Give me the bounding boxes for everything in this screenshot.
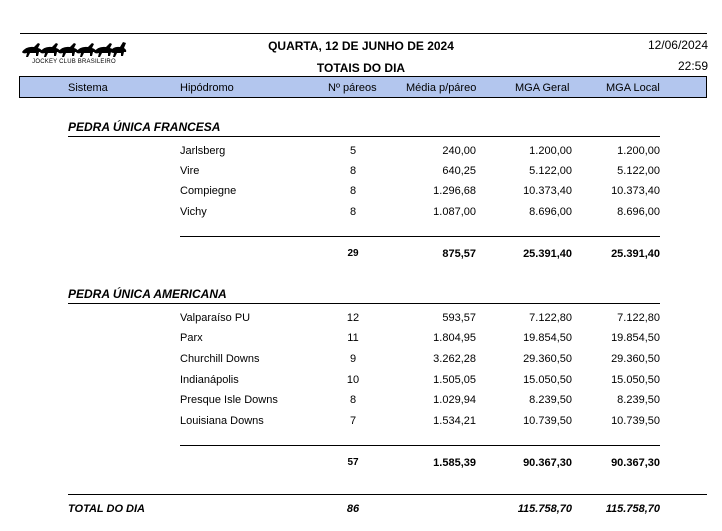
col-media: Média p/páreo [406, 82, 477, 94]
grand-total-local: 115.758,70 [605, 503, 660, 515]
hipodromo-name: Louisiana Downs [180, 415, 264, 427]
mga-geral-value: 8.696,00 [529, 206, 572, 218]
pareos-count: 10 [346, 374, 360, 386]
hipodromo-name: Parx [180, 332, 203, 344]
report-date: 12/06/2024 [647, 38, 708, 52]
media-value: 1.087,00 [433, 206, 476, 218]
subtotal-pareos: 57 [347, 457, 359, 468]
pareos-count: 8 [349, 206, 357, 218]
grand-total-rule [68, 494, 707, 495]
section-title: PEDRA ÚNICA FRANCESA [68, 120, 221, 134]
hipodromo-name: Churchill Downs [180, 353, 260, 365]
pareos-count: 8 [349, 394, 357, 406]
col-mga-local: MGA Local [606, 82, 660, 94]
media-value: 640,25 [442, 165, 476, 177]
mga-local-value: 8.696,00 [617, 206, 660, 218]
media-value: 1.804,95 [433, 332, 476, 344]
mga-geral-value: 8.239,50 [529, 394, 572, 406]
hipodromo-name: Jarlsberg [180, 145, 226, 157]
media-value: 1.534,21 [433, 415, 476, 427]
section-rule [68, 136, 660, 137]
mga-geral-value: 19.854,50 [523, 332, 572, 344]
hipodromo-name: Valparaíso PU [180, 312, 251, 324]
pareos-count: 12 [346, 312, 360, 324]
subtotal-geral: 25.391,40 [523, 248, 572, 260]
mga-local-value: 29.360,50 [611, 353, 660, 365]
column-header-bar [19, 76, 707, 98]
col-mga-geral: MGA Geral [515, 82, 570, 94]
mga-geral-value: 10.739,50 [523, 415, 572, 427]
section-rule [68, 303, 660, 304]
mga-geral-value: 7.122,80 [529, 312, 572, 324]
mga-geral-value: 10.373,40 [523, 185, 572, 197]
pareos-count: 5 [349, 145, 357, 157]
mga-local-value: 5.122,00 [617, 165, 660, 177]
media-value: 593,57 [442, 312, 476, 324]
pareos-count: 8 [349, 165, 357, 177]
col-sistema: Sistema [68, 82, 108, 94]
hipodromo-name: Presque Isle Downs [180, 394, 278, 406]
mga-local-value: 10.373,40 [611, 185, 660, 197]
mga-local-value: 8.239,50 [617, 394, 660, 406]
grand-total-pareos: 86 [346, 503, 360, 515]
report-date-title: QUARTA, 12 DE JUNHO DE 2024 [268, 39, 454, 53]
media-value: 240,00 [442, 145, 476, 157]
header-top-rule [20, 33, 707, 34]
col-pareos: Nº páreos [328, 82, 377, 94]
mga-local-value: 1.200,00 [617, 145, 660, 157]
grand-total-label: TOTAL DO DIA [68, 503, 145, 515]
pareos-count: 9 [349, 353, 357, 365]
subtotal-media: 1.585,39 [433, 457, 476, 469]
hipodromo-name: Indianápolis [180, 374, 239, 386]
pareos-count: 7 [349, 415, 357, 427]
grand-total-geral: 115.758,70 [517, 503, 572, 515]
subtotal-local: 90.367,30 [611, 457, 660, 469]
hipodromo-name: Compiegne [180, 185, 237, 197]
subtotal-local: 25.391,40 [611, 248, 660, 260]
subtotal-pareos: 29 [347, 248, 359, 259]
logo-text: JOCKEY CLUB BRASILEIRO [32, 59, 116, 65]
media-value: 1.296,68 [433, 185, 476, 197]
subtotal-rule [180, 445, 660, 446]
mga-geral-value: 5.122,00 [529, 165, 572, 177]
mga-local-value: 19.854,50 [611, 332, 660, 344]
mga-local-value: 15.050,50 [611, 374, 660, 386]
horses-icon [20, 38, 128, 60]
mga-local-value: 10.739,50 [611, 415, 660, 427]
report-subtitle: TOTAIS DO DIA [316, 61, 406, 75]
mga-geral-value: 15.050,50 [523, 374, 572, 386]
mga-geral-value: 1.200,00 [529, 145, 572, 157]
media-value: 3.262,28 [433, 353, 476, 365]
subtotal-media: 875,57 [442, 248, 476, 260]
subtotal-geral: 90.367,30 [523, 457, 572, 469]
pareos-count: 8 [349, 185, 357, 197]
col-hipodromo: Hipódromo [180, 82, 234, 94]
mga-local-value: 7.122,80 [617, 312, 660, 324]
media-value: 1.029,94 [433, 394, 476, 406]
pareos-count: 11 [347, 332, 359, 344]
media-value: 1.505,05 [433, 374, 476, 386]
mga-geral-value: 29.360,50 [523, 353, 572, 365]
report-time: 22:59 [677, 59, 708, 73]
subtotal-rule [180, 236, 660, 237]
section-title: PEDRA ÚNICA AMERICANA [68, 287, 227, 301]
jockey-club-logo [20, 38, 128, 70]
hipodromo-name: Vire [180, 165, 200, 177]
hipodromo-name: Vichy [180, 206, 207, 218]
